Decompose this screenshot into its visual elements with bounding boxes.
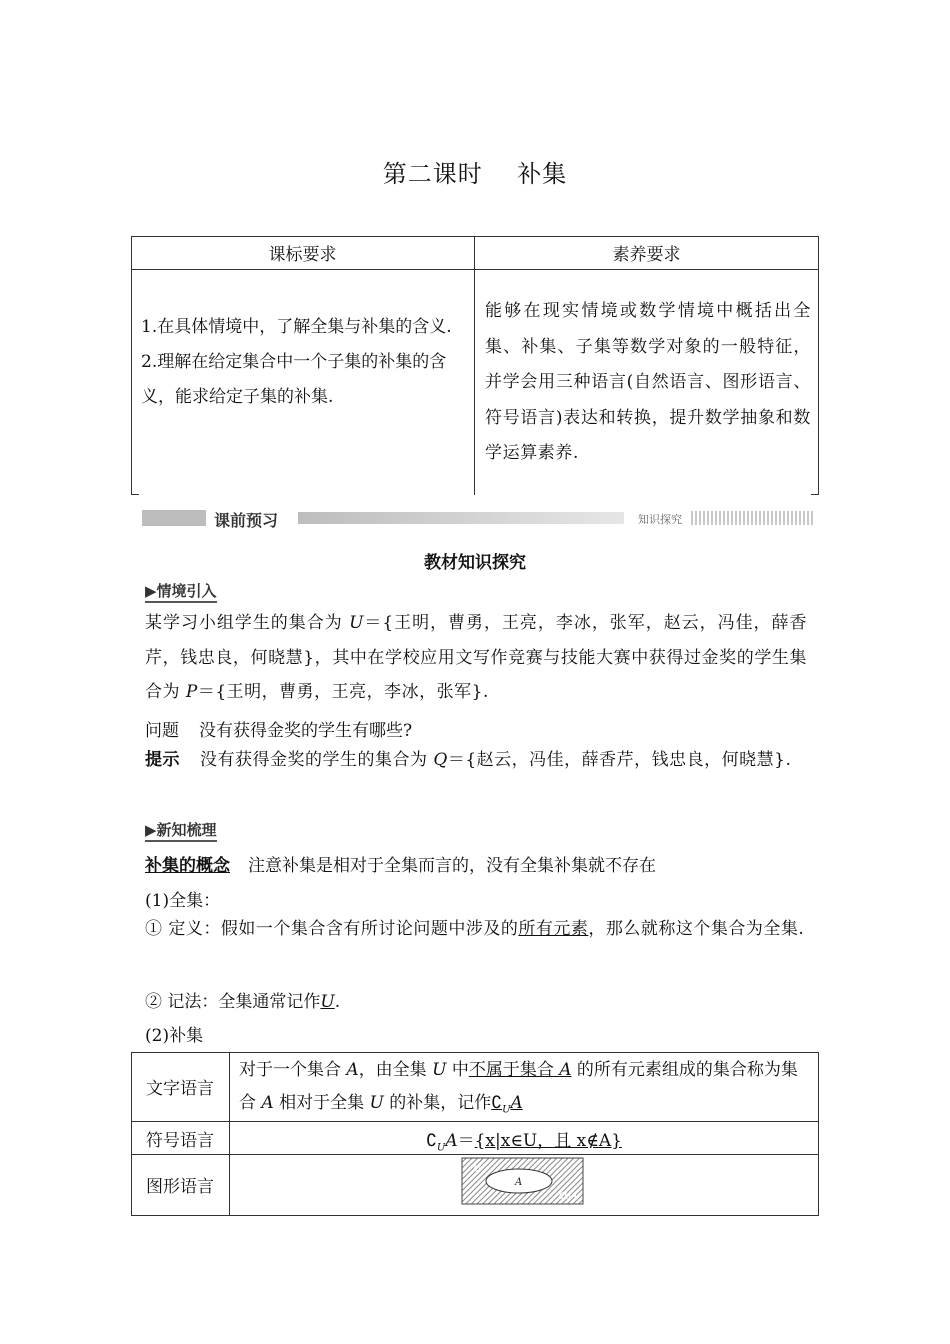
label-verbal: 文字语言: [146, 1079, 214, 1099]
label-symbolic: 符号语言: [146, 1131, 214, 1151]
venn-label-a: A: [515, 1177, 523, 1188]
header-competency: 素养要求: [612, 245, 681, 265]
requirement-item: 1.在具体情境中，了解全集与补集的含义.: [141, 317, 452, 337]
verbal-definition: 对于一个集合 A，由全集 U 中不属于集合 A 的所有元素组成的集合称为集合 A 相对于全集 U 的补集，记作$∁_UA$: [239, 1060, 798, 1116]
venn-label-complement: ∁UA: [558, 1192, 578, 1202]
venn-diagram: [461, 1157, 585, 1207]
scenario-text: 某学习小组学生的集合为 U＝{王明，曹勇，王亮，李冰，张军，赵云，冯佳，薛香芹，钱忠良，何晓慧}，其中在学校应用文写作竞赛与技能大赛中获得过金奖的学生集合为 P＝{王明，曹勇，王亮，李冰，张军}.: [145, 613, 808, 702]
universal-definition: ① 定义：假如一个集合含有所讨论问题中涉及的所有元素，那么就称这个集合为全集.: [145, 919, 805, 939]
requirements-table: [131, 236, 819, 496]
header-curriculum: 课标要求: [268, 245, 337, 265]
intro-tag: ▶情境引入: [145, 580, 217, 601]
page-title: 第二课时 补集: [382, 160, 568, 188]
section-banner: [142, 508, 814, 528]
question: 问题 没有获得金奖的学生有哪些?: [145, 721, 413, 741]
curriculum-requirements: [141, 310, 467, 415]
hint: 提示 没有获得金奖的学生的集合为 Q＝{赵云，冯佳，薛香芹，钱忠良，何晓慧}.: [145, 750, 792, 770]
symbolic-definition: $∁_UA=\{x|x\in U$，且 x∉A}: [426, 1131, 622, 1154]
new-knowledge-tag: ▶新知梳理: [145, 819, 217, 840]
banner-label: 课前预习: [214, 511, 279, 530]
label-graphical: 图形语言: [146, 1177, 214, 1197]
complement-table: [131, 1052, 819, 1216]
universal-notation: ② 记法：全集通常记作U.: [145, 992, 341, 1012]
competency-requirements: 能够在现实情境或数学情境中概括出全集、补集、子集等数学对象的一般特征，并学会用三种语言(自然语言、图形语言、符号语言)表达和转换，提升数学抽象和数学运算素养.: [485, 301, 811, 463]
banner-right-label: 知识探究: [638, 513, 682, 526]
section-title: 教材知识探究: [424, 553, 526, 573]
requirement-item: 2.理解在给定集合中一个子集的补集的含义，能求给定子集的补集.: [141, 352, 447, 407]
complement-heading: (2)补集: [145, 1026, 204, 1046]
venn-label-u: U: [473, 1163, 482, 1174]
universal-heading: (1)全集：: [145, 891, 221, 911]
concept-line: 补集的概念 注意补集是相对于全集而言的，没有全集补集就不存在: [145, 856, 656, 876]
